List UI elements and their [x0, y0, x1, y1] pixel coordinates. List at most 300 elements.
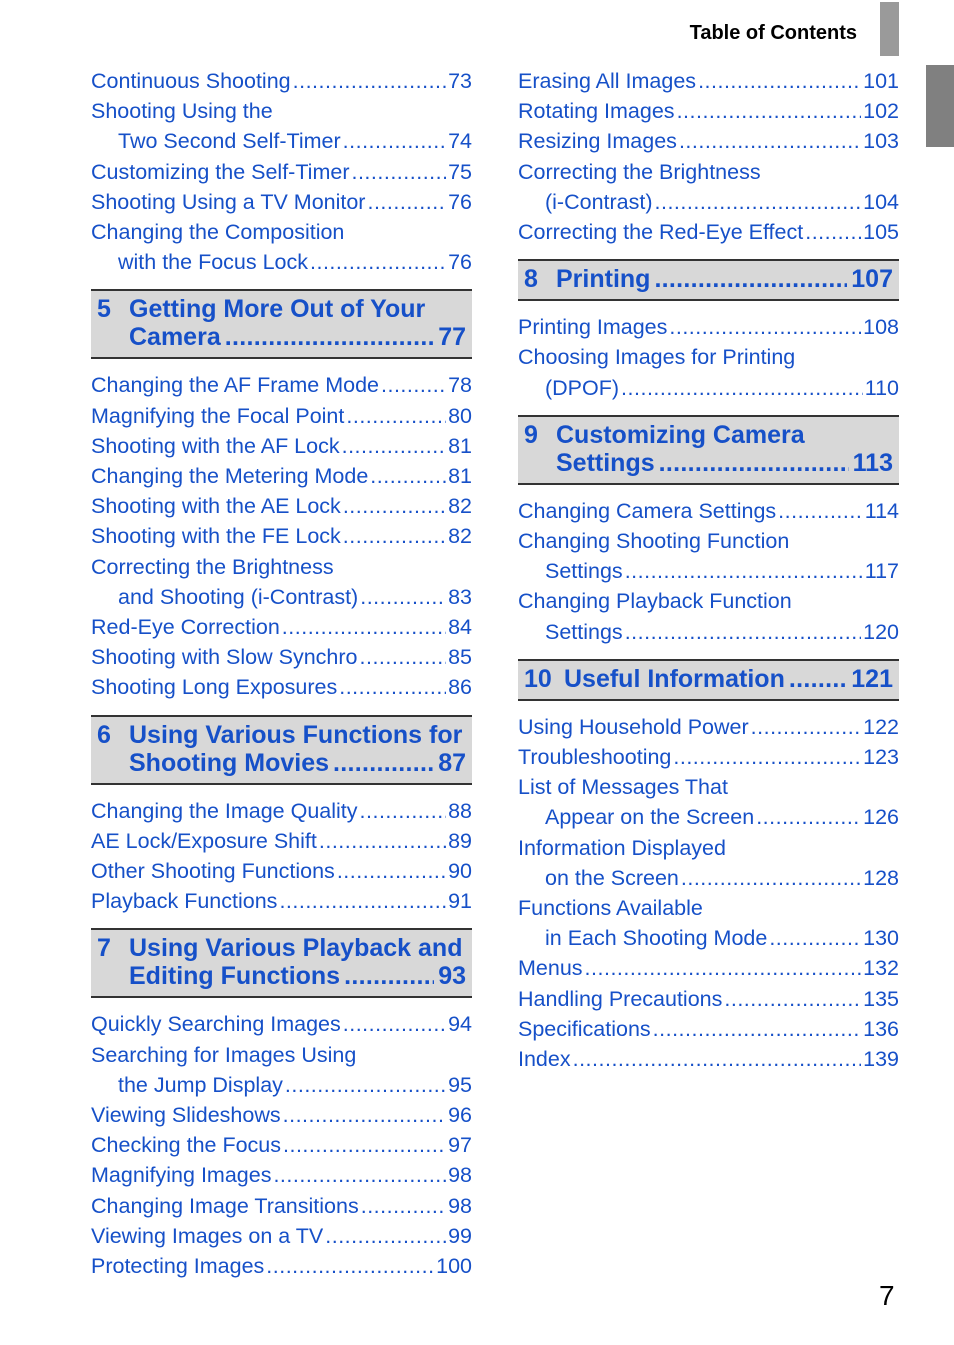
toc-entry-title: Resizing Images [518, 129, 677, 154]
toc-page-number: 88 [448, 798, 472, 823]
toc-entry[interactable] [91, 491, 472, 521]
toc-entry-title: Shooting with the AF Lock [91, 433, 340, 458]
toc-entry-line [91, 1040, 472, 1070]
toc-entry-line [518, 66, 899, 96]
toc-entry-title: Information Displayed [518, 835, 726, 860]
toc-entry[interactable] [518, 742, 899, 772]
toc-entry-line [91, 1130, 472, 1160]
toc-page-number: 128 [863, 865, 899, 890]
toc-entry-line [91, 1009, 472, 1039]
dot-leader [805, 217, 861, 247]
toc-page-number: 82 [448, 524, 472, 549]
toc-entry-title: Shooting with the AE Lock [91, 494, 341, 519]
toc-entry-line [518, 373, 899, 403]
toc-entry[interactable] [518, 1044, 899, 1074]
toc-page-number: 85 [448, 645, 472, 670]
dot-leader [621, 373, 863, 403]
header-bar [880, 2, 899, 56]
toc-page-number: 123 [863, 745, 899, 770]
toc-entry-line [91, 582, 472, 612]
toc-entry-line [91, 521, 472, 551]
chapter-title [524, 265, 893, 293]
toc-page-number: 74 [448, 129, 472, 154]
dot-leader [333, 749, 434, 777]
chapter-page-number: 87 [438, 748, 466, 777]
toc-entry-line [91, 96, 472, 126]
chapter-page-number: 77 [438, 323, 466, 352]
toc-entry-line [91, 1251, 472, 1281]
toc-entry-line [518, 96, 899, 126]
dot-leader [325, 1221, 446, 1251]
toc-entry-title: Erasing All Images [518, 69, 697, 93]
toc-entry-title: Checking the Focus [91, 1133, 282, 1158]
chapter-title [524, 421, 893, 477]
toc-entry-title: AE Lock/Exposure Shift [91, 828, 317, 853]
toc-page-number: 81 [448, 464, 472, 489]
dot-leader [585, 953, 862, 983]
chapter-heading[interactable] [518, 415, 899, 485]
chapter-heading[interactable] [91, 715, 472, 785]
dot-leader [344, 962, 434, 990]
toc-entry-line [91, 856, 472, 886]
toc-entry[interactable] [91, 66, 472, 96]
chapter-heading[interactable] [91, 289, 472, 359]
toc-entry-title: Troubleshooting [518, 745, 672, 770]
toc-entry-title: Appear on the Screen [545, 805, 755, 830]
dot-leader [673, 742, 861, 772]
dot-leader [282, 612, 446, 642]
toc-page-number: 101 [863, 69, 899, 93]
toc-entry-line [91, 461, 472, 491]
toc-entry-title: Changing the Image Quality [91, 798, 358, 823]
toc-entry-line [91, 1221, 472, 1251]
toc-entry[interactable] [518, 342, 899, 402]
dot-leader [337, 856, 446, 886]
toc-page-number: 83 [448, 584, 472, 609]
dot-leader [789, 665, 847, 693]
page-header-title: Table of Contents [689, 22, 857, 44]
toc-entry-line [518, 712, 899, 742]
toc-entry-title: Changing the Composition [91, 220, 345, 245]
toc-entry-title: (DPOF) [545, 375, 620, 400]
dot-leader [339, 672, 446, 702]
dot-leader [293, 66, 446, 96]
toc-entry[interactable] [91, 796, 472, 826]
dot-leader [381, 370, 446, 400]
toc-entry-title: List of Messages That [518, 775, 728, 800]
toc-page-number: 89 [448, 828, 472, 853]
toc-entry-title: Protecting Images [91, 1254, 265, 1279]
toc-page-number: 117 [864, 559, 899, 584]
dot-leader [342, 431, 446, 461]
toc-entry[interactable] [518, 712, 899, 742]
toc-entry-title: Changing Camera Settings [518, 498, 777, 523]
toc-entry-line [518, 742, 899, 772]
toc-page-number: 102 [863, 99, 899, 124]
toc-entry-title: Changing the Metering Mode [91, 464, 369, 489]
chapter-page-number: 107 [851, 265, 893, 294]
chapter-number: 7 [97, 934, 111, 963]
chapter-title-line [129, 934, 466, 962]
dot-leader [361, 1191, 446, 1221]
dot-leader [343, 491, 446, 521]
toc-entry-title: Settings [545, 619, 623, 644]
chapter-title-line [129, 962, 466, 990]
toc-entry[interactable] [91, 187, 472, 217]
toc-entry[interactable] [91, 96, 472, 156]
dot-leader [279, 886, 446, 916]
toc-entry[interactable] [518, 953, 899, 983]
toc-entry-line [518, 1044, 899, 1074]
toc-entry-title: Shooting Using the [91, 99, 273, 124]
chapter-number: 9 [524, 420, 538, 449]
toc-entry-title: Correcting the Brightness [91, 554, 334, 579]
toc-entry[interactable] [91, 370, 472, 400]
chapter-title [524, 665, 893, 693]
toc-page-number: 135 [863, 986, 899, 1011]
toc-entry-line [518, 556, 899, 586]
toc-entry[interactable] [518, 984, 899, 1014]
toc-entry-line [91, 826, 472, 856]
toc-entry-line [518, 217, 899, 247]
toc-entry[interactable] [91, 1100, 472, 1130]
toc-entry-line [91, 1191, 472, 1221]
toc-page-number: 110 [864, 375, 899, 400]
toc-entry-title: Red-Eye Correction [91, 615, 280, 640]
chapter-number: 10 [524, 664, 552, 693]
toc-page-number: 81 [448, 433, 472, 458]
chapter-title-text: Editing Functions [129, 962, 341, 991]
toc-entry-title: Shooting with Slow Synchro [91, 645, 358, 670]
toc-entry-title: Menus [518, 956, 583, 981]
dot-leader [751, 712, 861, 742]
toc-entry-line [518, 187, 899, 217]
chapter-heading[interactable] [91, 928, 472, 998]
side-tab-marker [926, 65, 954, 147]
toc-entry-line [91, 1100, 472, 1130]
chapter-title-text: Using Various Functions for [129, 720, 463, 749]
toc-right-column [518, 66, 899, 1074]
toc-entry[interactable] [91, 886, 472, 916]
toc-entry-line [91, 491, 472, 521]
toc-page-number: 136 [863, 1016, 899, 1041]
toc-entry-line [518, 923, 899, 953]
toc-entry[interactable] [91, 1160, 472, 1190]
dot-leader [778, 496, 863, 526]
chapter-title [97, 721, 466, 777]
toc-entry[interactable] [91, 157, 472, 187]
chapter-title-text: Shooting Movies [129, 748, 329, 777]
toc-entry[interactable] [91, 1040, 472, 1100]
toc-page-number: 126 [863, 805, 899, 830]
toc-entry[interactable] [518, 772, 899, 832]
chapter-title-line [129, 749, 466, 777]
toc-entry-line [518, 526, 899, 556]
toc-page-number: 130 [863, 926, 899, 951]
toc-entry-title: Viewing Images on a TV [91, 1223, 324, 1248]
toc-entry-title: Shooting Using a TV Monitor [91, 189, 366, 214]
chapter-number: 5 [97, 295, 111, 324]
toc-entry-title: Magnifying Images [91, 1163, 272, 1188]
dot-leader [653, 1014, 861, 1044]
toc-page-number: 94 [448, 1012, 472, 1037]
toc-entry[interactable] [91, 1251, 472, 1281]
dot-leader [654, 265, 847, 293]
toc-entry-title: Printing Images [518, 315, 668, 340]
toc-entry-line [91, 796, 472, 826]
chapter-title-line [129, 295, 466, 323]
chapter-title-text: Customizing Camera [556, 420, 805, 449]
toc-entry[interactable] [518, 496, 899, 526]
toc-entry-line [91, 401, 472, 431]
dot-leader [370, 461, 446, 491]
toc-page-number: 108 [863, 315, 899, 340]
dot-leader [319, 826, 446, 856]
toc-page-number: 122 [863, 714, 899, 739]
chapter-page-number: 121 [851, 664, 893, 693]
chapter-title-text: Useful Information [564, 664, 785, 693]
toc-page-number: 98 [448, 1193, 472, 1218]
toc-entry-title: on the Screen [545, 865, 679, 890]
toc-entry-title: Magnifying the Focal Point [91, 403, 345, 428]
toc-entry-line [91, 66, 472, 96]
dot-leader [360, 642, 447, 672]
toc-entry[interactable] [91, 672, 472, 702]
toc-entry-line [91, 431, 472, 461]
toc-entry-title: Specifications [518, 1016, 651, 1041]
toc-page-number: 91 [448, 889, 472, 914]
dot-leader [343, 126, 446, 156]
toc-page-number: 78 [448, 373, 472, 398]
toc-entry-line [91, 886, 472, 916]
toc-entry[interactable] [91, 826, 472, 856]
toc-entry-title: Continuous Shooting [91, 69, 291, 93]
toc-page-number: 132 [863, 956, 899, 981]
toc-entry-line [518, 126, 899, 156]
chapter-number: 6 [97, 720, 111, 749]
toc-entry-title: Shooting with the FE Lock [91, 524, 341, 549]
toc-entry-line [518, 617, 899, 647]
toc-entry-title: Two Second Self-Timer [118, 129, 341, 154]
dot-leader [669, 312, 861, 342]
toc-entry[interactable] [518, 217, 899, 247]
dot-leader [677, 96, 862, 126]
toc-entry[interactable] [518, 66, 899, 96]
dot-leader [343, 1009, 446, 1039]
toc-page-number: 90 [448, 859, 472, 884]
toc-entry[interactable] [91, 431, 472, 461]
toc-page-number: 103 [863, 129, 899, 154]
toc-entry-line [518, 342, 899, 372]
toc-entry[interactable] [518, 526, 899, 586]
dot-leader [659, 449, 849, 477]
toc-entry-title: Shooting Long Exposures [91, 675, 338, 700]
toc-page-number: 76 [448, 250, 472, 275]
toc-entry-line [518, 863, 899, 893]
dot-leader [225, 323, 434, 351]
dot-leader [266, 1251, 434, 1281]
toc-entry[interactable] [91, 461, 472, 491]
toc-page-number: 114 [864, 498, 899, 523]
dot-leader [283, 1130, 446, 1160]
toc-page-number: 105 [863, 220, 899, 245]
toc-entry-title: (i-Contrast) [545, 189, 653, 214]
toc-entry-title: Changing Shooting Function [518, 529, 790, 554]
toc-entry[interactable] [518, 126, 899, 156]
toc-entry-line [91, 672, 472, 702]
toc-entry-title: Settings [545, 559, 623, 584]
dot-leader [283, 1100, 446, 1130]
dot-leader [285, 1070, 446, 1100]
dot-leader [679, 126, 861, 156]
toc-page-number: 84 [448, 615, 472, 640]
toc-left-column [91, 66, 472, 1281]
toc-page-number: 120 [863, 619, 899, 644]
toc-page-number: 82 [448, 494, 472, 519]
chapter-title-line [556, 265, 893, 293]
toc-entry[interactable] [91, 217, 472, 277]
chapter-title-line [129, 323, 466, 351]
toc-entry-title: Handling Precautions [518, 986, 723, 1011]
chapter-title-text: Printing [556, 265, 651, 294]
toc-page-number: 98 [448, 1163, 472, 1188]
chapter-title-line [129, 721, 466, 749]
toc-page-number: 100 [436, 1254, 472, 1279]
dot-leader [367, 187, 446, 217]
toc-entry-line [518, 953, 899, 983]
toc-entry-line [91, 247, 472, 277]
toc-entry-line [518, 1014, 899, 1044]
chapter-page-number: 93 [438, 962, 466, 991]
toc-entry[interactable] [91, 642, 472, 672]
toc-entry-title: and Shooting (i-Contrast) [118, 584, 359, 609]
toc-entry-title: Choosing Images for Printing [518, 345, 796, 370]
dot-leader [625, 617, 861, 647]
toc-page-number: 76 [448, 189, 472, 214]
chapter-page-number: 113 [852, 448, 893, 477]
toc-entry-line [91, 1070, 472, 1100]
toc-entry[interactable] [91, 1191, 472, 1221]
dot-leader [655, 187, 862, 217]
toc-page-number: 86 [448, 675, 472, 700]
toc-entry[interactable] [518, 157, 899, 217]
toc-entry[interactable] [91, 401, 472, 431]
toc-page-number: 73 [448, 69, 472, 93]
dot-leader [360, 796, 447, 826]
toc-page-number: 95 [448, 1072, 472, 1097]
toc-entry-line [518, 496, 899, 526]
toc-page-number: 97 [448, 1133, 472, 1158]
toc-entry[interactable] [518, 893, 899, 953]
toc-page-number: 96 [448, 1103, 472, 1128]
toc-entry-title: Index [518, 1047, 571, 1072]
chapter-title-line [556, 421, 893, 449]
dot-leader [360, 582, 446, 612]
toc-entry-line [518, 157, 899, 187]
toc-entry[interactable] [91, 856, 472, 886]
toc-entry[interactable] [518, 96, 899, 126]
toc-entry-line [91, 157, 472, 187]
toc-entry-title: Functions Available [518, 896, 703, 921]
toc-entry-title: Quickly Searching Images [91, 1012, 341, 1037]
toc-page-number: 99 [448, 1223, 472, 1248]
toc-entry-line [518, 772, 899, 802]
toc-entry-line [91, 187, 472, 217]
toc-entry-line [518, 893, 899, 923]
toc-entry[interactable] [518, 1014, 899, 1044]
chapter-title [97, 934, 466, 990]
chapter-title-text: Settings [556, 448, 655, 477]
toc-entry-line [91, 370, 472, 400]
toc-entry-line [518, 833, 899, 863]
dot-leader [351, 157, 446, 187]
toc-entry-line [518, 586, 899, 616]
dot-leader [724, 984, 861, 1014]
dot-leader [681, 863, 861, 893]
toc-page-number: 80 [448, 403, 472, 428]
chapter-title-text: Camera [129, 323, 221, 352]
toc-entry[interactable] [518, 586, 899, 646]
dot-leader [769, 923, 861, 953]
toc-entry-title: in Each Shooting Mode [545, 926, 768, 951]
toc-entry-line [91, 126, 472, 156]
toc-entry-title: Changing Image Transitions [91, 1193, 359, 1218]
toc-entry[interactable] [91, 1130, 472, 1160]
chapter-heading[interactable] [518, 659, 899, 701]
toc-entry-line [518, 984, 899, 1014]
chapter-title-text: Using Various Playback and [129, 934, 463, 963]
toc-entry[interactable] [518, 833, 899, 893]
dot-leader [573, 1044, 862, 1074]
toc-entry[interactable] [518, 312, 899, 342]
chapter-number: 8 [524, 265, 538, 294]
dot-leader [756, 802, 861, 832]
toc-page-number: 139 [863, 1047, 899, 1072]
toc-entry-line [91, 552, 472, 582]
toc-page-number: 104 [863, 189, 899, 214]
toc-entry-title: Changing Playback Function [518, 589, 792, 614]
toc-entry-title: Playback Functions [91, 889, 278, 914]
toc-entry-title: Using Household Power [518, 714, 749, 739]
dot-leader [273, 1160, 446, 1190]
dot-leader [310, 247, 446, 277]
dot-leader [343, 521, 446, 551]
toc-entry-title: with the Focus Lock [118, 250, 309, 275]
dot-leader [625, 556, 863, 586]
toc-entry-line [91, 1160, 472, 1190]
toc-entry[interactable] [91, 1221, 472, 1251]
dot-leader [698, 66, 861, 96]
toc-entry-title: the Jump Display [118, 1072, 283, 1097]
chapter-heading[interactable] [518, 259, 899, 301]
toc-entry-line [91, 217, 472, 247]
toc-entry-title: Customizing the Self-Timer [91, 159, 350, 184]
toc-entry-title: Viewing Slideshows [91, 1103, 281, 1128]
toc-entry[interactable] [91, 552, 472, 612]
page-number: 7 [879, 1280, 895, 1311]
toc-entry-title: Other Shooting Functions [91, 859, 335, 884]
toc-entry-title: Correcting the Red-Eye Effect [518, 220, 804, 245]
dot-leader [346, 401, 446, 431]
toc-entry-title: Changing the AF Frame Mode [91, 373, 380, 398]
toc-entry[interactable] [91, 1009, 472, 1039]
toc-entry-title: Searching for Images Using [91, 1042, 357, 1067]
toc-entry-line [518, 312, 899, 342]
chapter-title-line [564, 665, 893, 693]
toc-entry[interactable] [91, 521, 472, 551]
toc-entry[interactable] [91, 612, 472, 642]
chapter-title [97, 295, 466, 351]
